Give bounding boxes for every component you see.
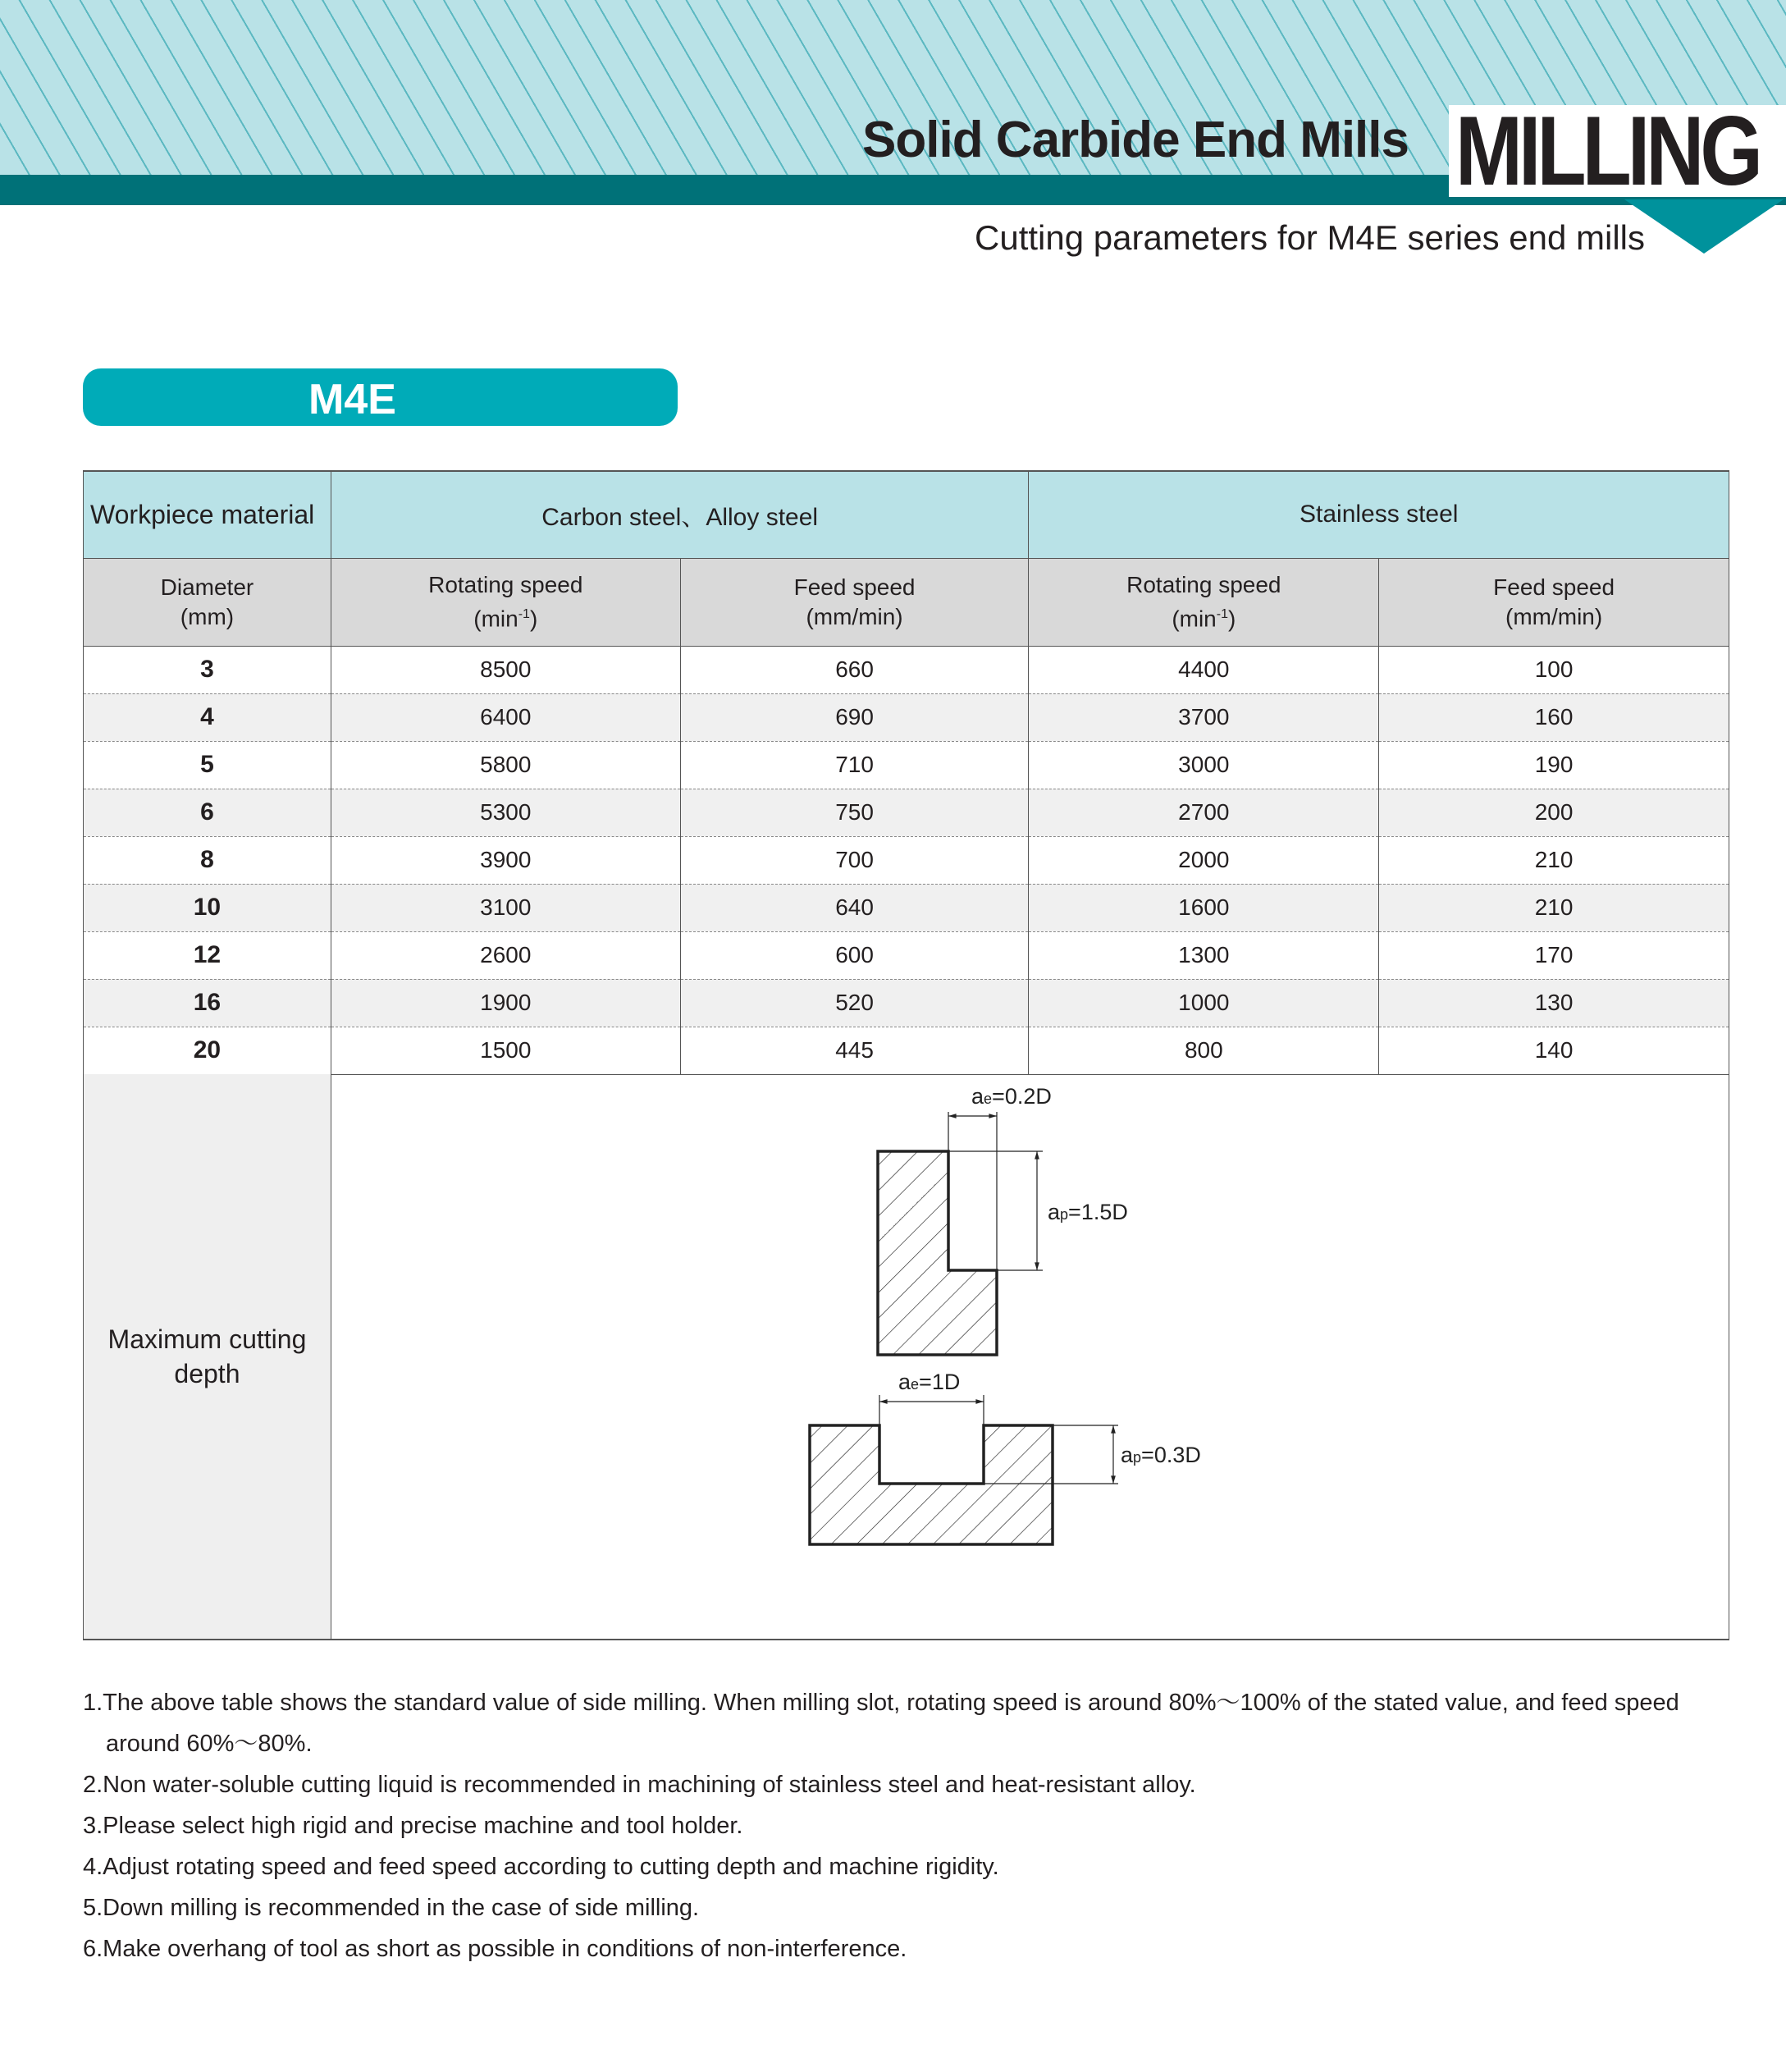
cs-feed-speed-cell: 520 [680,979,1029,1027]
slot-milling-diagram [810,1370,1201,1544]
cutting-parameters-table [83,470,1729,1075]
ss-rotating-speed-cell: 3700 [1029,693,1379,741]
triangle-marker-icon [1624,199,1784,254]
ss-rotating-speed-cell: 4400 [1029,646,1379,693]
note-item: 5.Down milling is recommended in the case of side milling. [83,1895,700,1921]
table-group-header [84,471,1729,558]
diameter-cell: 4 [84,693,331,741]
cs-rotating-speed-cell: 5800 [331,741,680,789]
note-item: 2.Non water-soluble cutting liquid is recommended in machining of stainless steel and heat-resistant alloy. [83,1772,1196,1798]
ss-rotating-speed-header: Rotating speed $(\min^{-1})$ [1029,558,1379,646]
ss-feed-speed-cell: 130 [1379,979,1729,1027]
diameter-header: Diameter (mm) [84,558,331,646]
table-row [84,693,1729,741]
diameter-cell: 12 [84,931,331,979]
cs-feed-speed-cell: 660 [680,646,1029,693]
cs-feed-speed-cell: 710 [680,741,1029,789]
table-row [84,646,1729,693]
table-row [84,884,1729,931]
note-item: 3.Please select high rigid and precise machine and tool holder. [83,1813,743,1839]
ss-feed-speed-cell: 210 [1379,884,1729,931]
ss-feed-speed-cell: 140 [1379,1027,1729,1074]
side-ae-label: ae=0.2D [971,1084,1052,1109]
carbon-alloy-steel-header: Carbon steel、Alloy steel [331,471,1029,558]
page-subtitle: Cutting parameters for M4E series end mills [975,218,1645,257]
note-item: 4.Adjust rotating speed and feed speed according to cutting depth and machine rigidity. [83,1854,999,1880]
slot-ae-label: ae=1D [898,1370,961,1394]
cs-feed-speed-cell: 640 [680,884,1029,931]
ss-feed-speed-cell: 100 [1379,646,1729,693]
ss-rotating-speed-cell: 2000 [1029,836,1379,884]
cs-rotating-speed-cell: 3900 [331,836,680,884]
cs-feed-speed-cell: 750 [680,789,1029,836]
page-title: Solid Carbide End Mills [862,112,1409,168]
diameter-cell: 16 [84,979,331,1027]
cs-rotating-speed-cell: 8500 [331,646,680,693]
cutting-depth-diagram [331,1074,1729,1640]
diameter-cell: 8 [84,836,331,884]
milling-logo-text: MILLING [1455,105,1760,197]
cs-rotating-speed-cell: 1500 [331,1027,680,1074]
ss-rotating-speed-cell: 3000 [1029,741,1379,789]
ss-feed-speed-cell: 210 [1379,836,1729,884]
ss-rotating-speed-cell: 800 [1029,1027,1379,1074]
slot-ap-label: ap=0.3D [1120,1443,1201,1467]
cs-feed-speed-header: Feed speed (mm/min) [680,558,1029,646]
table-column-header [84,558,1729,646]
cs-rotating-speed-cell: 6400 [331,693,680,741]
ss-feed-speed-cell: 200 [1379,789,1729,836]
cs-feed-speed-cell: 600 [680,931,1029,979]
ss-rotating-speed-cell: 1000 [1029,979,1379,1027]
cs-rotating-speed-header: Rotating speed $(\min^{-1})$ [331,558,680,646]
diameter-cell: 3 [84,646,331,693]
table-row [84,789,1729,836]
note-item: 1.The above table shows the standard value of side milling. When milling slot, rotating speed is around 80%～100% of the stated value, and feed speed around 60%～80%. [83,1690,1679,1757]
series-label: M4E [308,376,396,423]
cs-rotating-speed-cell: 5300 [331,789,680,836]
ss-rotating-speed-cell: 2700 [1029,789,1379,836]
diameter-cell: 6 [84,789,331,836]
table-row [84,979,1729,1027]
workpiece-material-header: Workpiece material [84,471,331,558]
side-milling-diagram [878,1084,1128,1355]
milling-logo [1449,105,1786,197]
cs-rotating-speed-cell: 3100 [331,884,680,931]
table-row [84,1027,1729,1074]
max-cutting-depth-section [83,1074,1729,1640]
series-badge [83,368,678,426]
max-cutting-depth-label: Maximum cutting depth [84,1074,331,1640]
diameter-cell: 10 [84,884,331,931]
diameter-cell: 20 [84,1027,331,1074]
ss-rotating-speed-cell: 1600 [1029,884,1379,931]
table-row [84,931,1729,979]
cs-rotating-speed-cell: 1900 [331,979,680,1027]
cutting-depth-svg [331,1074,1730,1640]
cs-feed-speed-cell: 445 [680,1027,1029,1074]
ss-feed-speed-header: Feed speed (mm/min) [1379,558,1729,646]
stainless-steel-header: Stainless steel [1029,471,1729,558]
table-row [84,741,1729,789]
table-row [84,836,1729,884]
cs-feed-speed-cell: 700 [680,836,1029,884]
ss-feed-speed-cell: 190 [1379,741,1729,789]
ss-feed-speed-cell: 160 [1379,693,1729,741]
side-ap-label: ap=1.5D [1047,1200,1128,1224]
ss-rotating-speed-cell: 1300 [1029,931,1379,979]
diameter-cell: 5 [84,741,331,789]
note-item: 6.Make overhang of tool as short as possible in conditions of non-interference. [83,1936,907,1962]
cs-rotating-speed-cell: 2600 [331,931,680,979]
ss-feed-speed-cell: 170 [1379,931,1729,979]
notes-list [83,1682,1732,1969]
cs-feed-speed-cell: 690 [680,693,1029,741]
